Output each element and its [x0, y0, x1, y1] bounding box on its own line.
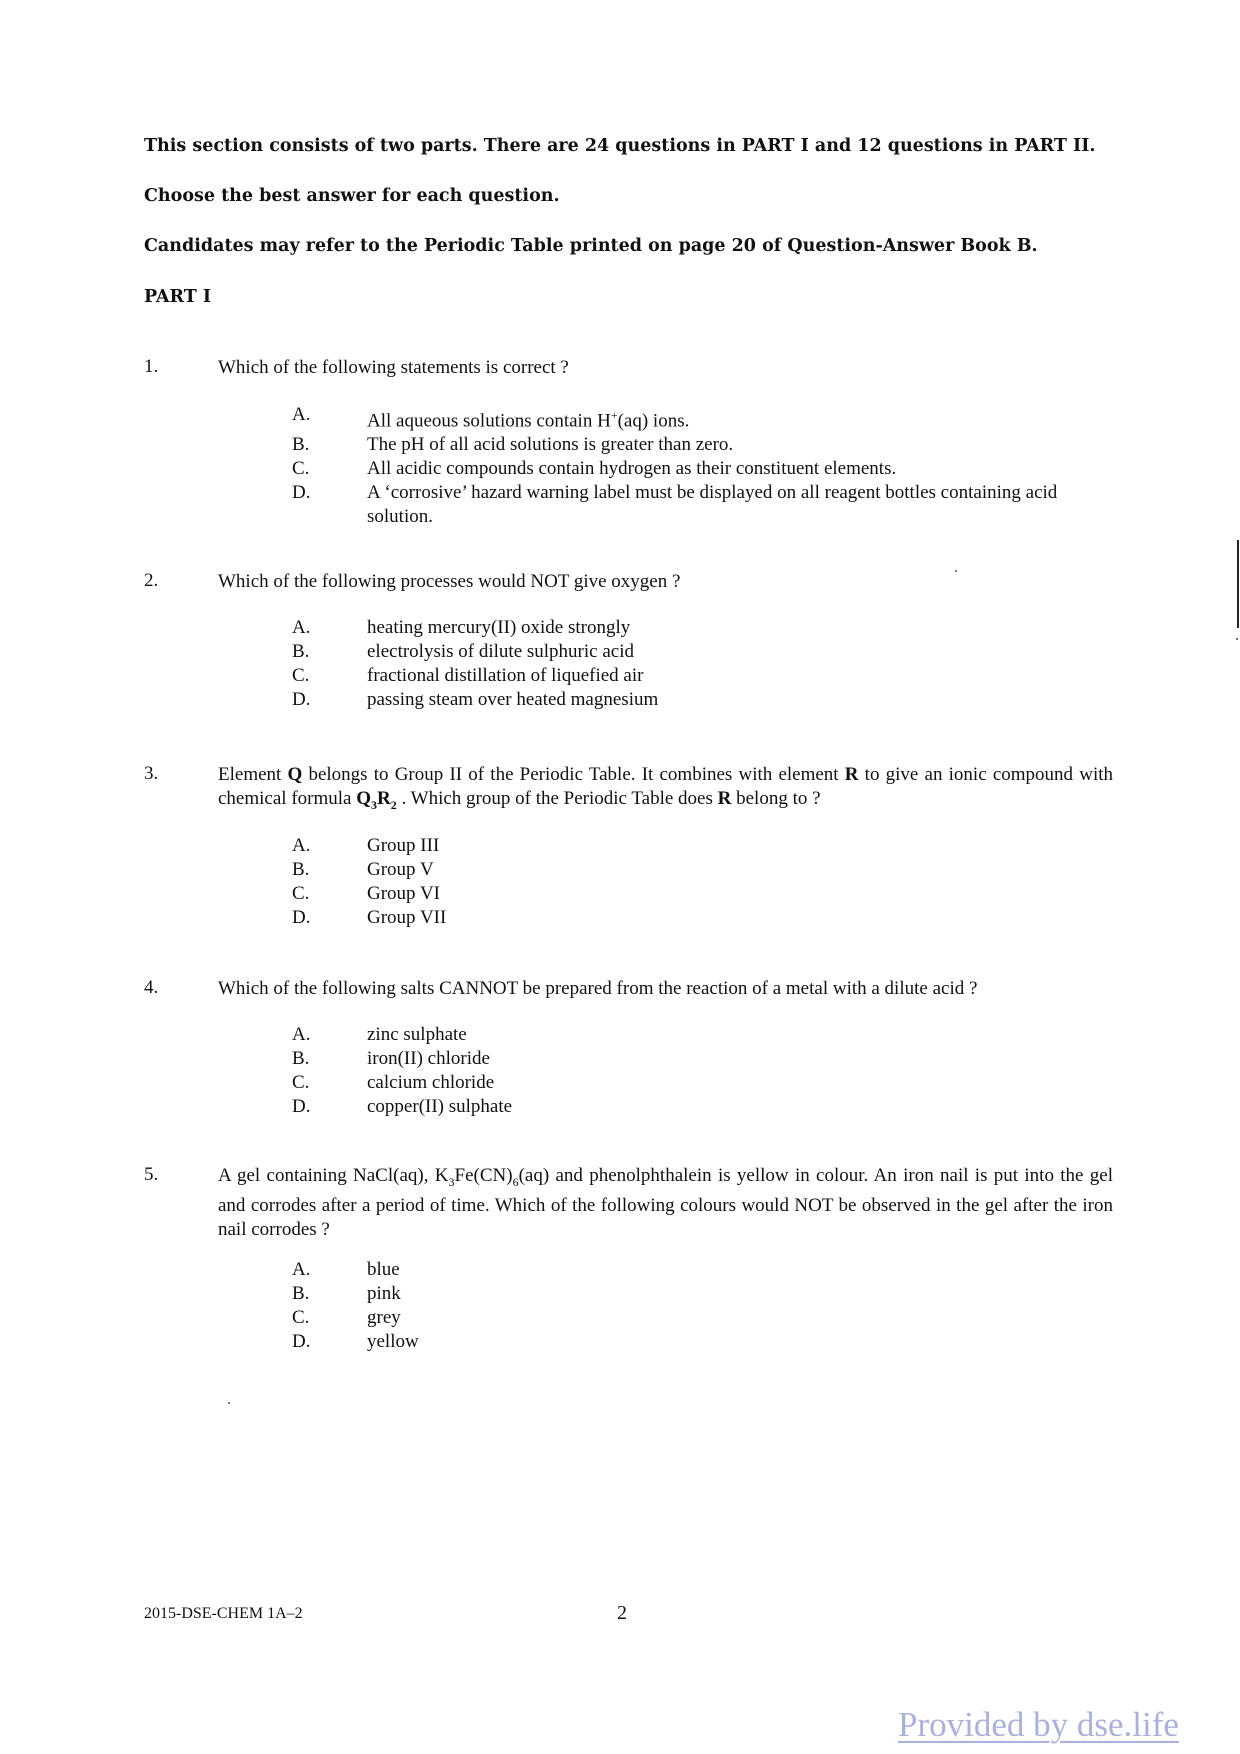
option-letter: D. [292, 689, 311, 710]
option-3c [292, 882, 1092, 906]
question-3-number: 3. [144, 763, 159, 784]
option-3b [292, 858, 1092, 882]
question-1-text: Which of the following statements is correct ? [218, 357, 569, 378]
option-3a [292, 834, 1092, 858]
option-text: Group VI [367, 883, 441, 904]
option-letter: A. [292, 1024, 311, 1045]
question-1-options [292, 403, 1092, 529]
option-5c [292, 1306, 1092, 1330]
question-1-number: 1. [144, 356, 159, 377]
option-text: copper(II) sulphate [367, 1096, 513, 1117]
option-letter: C. [292, 1307, 310, 1328]
option-5a [292, 1258, 1092, 1282]
option-4d [292, 1095, 1092, 1119]
question-5-options [292, 1258, 1092, 1354]
option-2a [292, 616, 1092, 640]
question-5-number: 5. [144, 1164, 159, 1185]
option-letter: A. [292, 835, 311, 856]
option-5d [292, 1330, 1092, 1354]
question-5-text: A gel containing NaCl(aq), $K_3Fe(CN)_6(aq)$ and phenolphthalein is yellow in colour. An iron nail is put into the gel and corrodes after a period of time. Which of the following colours would NOT be observed in the gel after the iron nail corrodes ? [218, 1165, 1113, 1240]
option-letter: B. [292, 1283, 310, 1304]
option-text: pink [367, 1283, 401, 1304]
option-4b [292, 1047, 1092, 1071]
question-3-text: Element Q belongs to Group II of the Periodic Table. It combines with element R to give an ionic compound with chemical formula $Q_3R_2$ . Which group of the Periodic Table does R belong to ? [218, 764, 1113, 812]
option-text: yellow [367, 1331, 419, 1352]
option-letter: C. [292, 883, 310, 904]
question-2-text: Which of the following processes would NOT give oxygen ? [218, 571, 681, 592]
option-text: Group VII [367, 907, 447, 928]
option-letter: D. [292, 482, 311, 504]
option-4a [292, 1023, 1092, 1047]
option-1a [292, 403, 1092, 433]
provided-by-link[interactable]: Provided by dse.life [898, 1705, 1179, 1744]
option-text: zinc sulphate [367, 1024, 467, 1045]
option-text: fractional distillation of liquefied air [367, 665, 644, 686]
option-1d [292, 481, 1092, 529]
option-5b [292, 1282, 1092, 1306]
question-4-number: 4. [144, 977, 159, 998]
scan-margin-line [1237, 540, 1239, 628]
option-letter: B. [292, 1048, 310, 1069]
option-letter: D. [292, 1331, 311, 1352]
option-text: heating mercury(II) oxide strongly [367, 617, 631, 638]
option-1c [292, 457, 1092, 481]
page-number: 2 [617, 1602, 627, 1624]
question-2-options [292, 616, 1092, 712]
option-2b [292, 640, 1092, 664]
option-text: grey [367, 1307, 401, 1328]
option-letter: B. [292, 859, 310, 880]
option-text: passing steam over heated magnesium [367, 689, 659, 710]
option-3d [292, 906, 1092, 930]
choose-instruction: Choose the best answer for each question. [144, 186, 560, 206]
option-text: Group III [367, 835, 440, 856]
option-letter: D. [292, 1096, 311, 1117]
option-letter: A. [292, 617, 311, 638]
option-letter: C. [292, 1072, 310, 1093]
option-text: All aqueous solutions contain H+(aq) ions. [367, 408, 690, 432]
periodic-table-instruction: Candidates may refer to the Periodic Table printed on page 20 of Question-Answer Book B. [144, 236, 1038, 256]
paper-code: 2015-DSE-CHEM 1A–2 [144, 1605, 303, 1622]
option-text: calcium chloride [367, 1072, 495, 1093]
option-text: A ‘corrosive’ hazard warning label must be displayed on all reagent bottles containing acid solution. [367, 482, 1058, 528]
scan-speck [955, 570, 957, 572]
question-3-options [292, 834, 1092, 930]
option-4c [292, 1071, 1092, 1095]
option-2d [292, 688, 1092, 712]
option-2c [292, 664, 1092, 688]
scan-speck [1236, 638, 1238, 640]
question-4-options [292, 1023, 1092, 1119]
option-letter: A. [292, 1259, 311, 1280]
section-instruction: This section consists of two parts. There are 24 questions in PART I and 12 questions in PART II. [144, 136, 1096, 156]
option-letter: B. [292, 434, 310, 456]
question-2-number: 2. [144, 570, 159, 591]
option-1b [292, 433, 1092, 457]
scan-speck [228, 1402, 230, 1404]
option-text: All acidic compounds contain hydrogen as their constituent elements. [367, 458, 897, 480]
option-text: The pH of all acid solutions is greater than zero. [367, 434, 734, 456]
option-letter: C. [292, 665, 310, 686]
chemical-formula: $Q_3R_2$ [356, 788, 397, 812]
option-text: Group V [367, 859, 434, 880]
option-text: electrolysis of dilute sulphuric acid [367, 641, 634, 662]
option-letter: A. [292, 404, 311, 425]
part-heading: PART I [144, 287, 212, 307]
question-4-text: Which of the following salts CANNOT be prepared from the reaction of a metal with a dilute acid ? [218, 978, 978, 999]
option-letter: D. [292, 907, 311, 928]
option-text: blue [367, 1259, 400, 1280]
option-letter: B. [292, 641, 310, 662]
option-text: iron(II) chloride [367, 1048, 490, 1069]
option-letter: C. [292, 458, 310, 480]
